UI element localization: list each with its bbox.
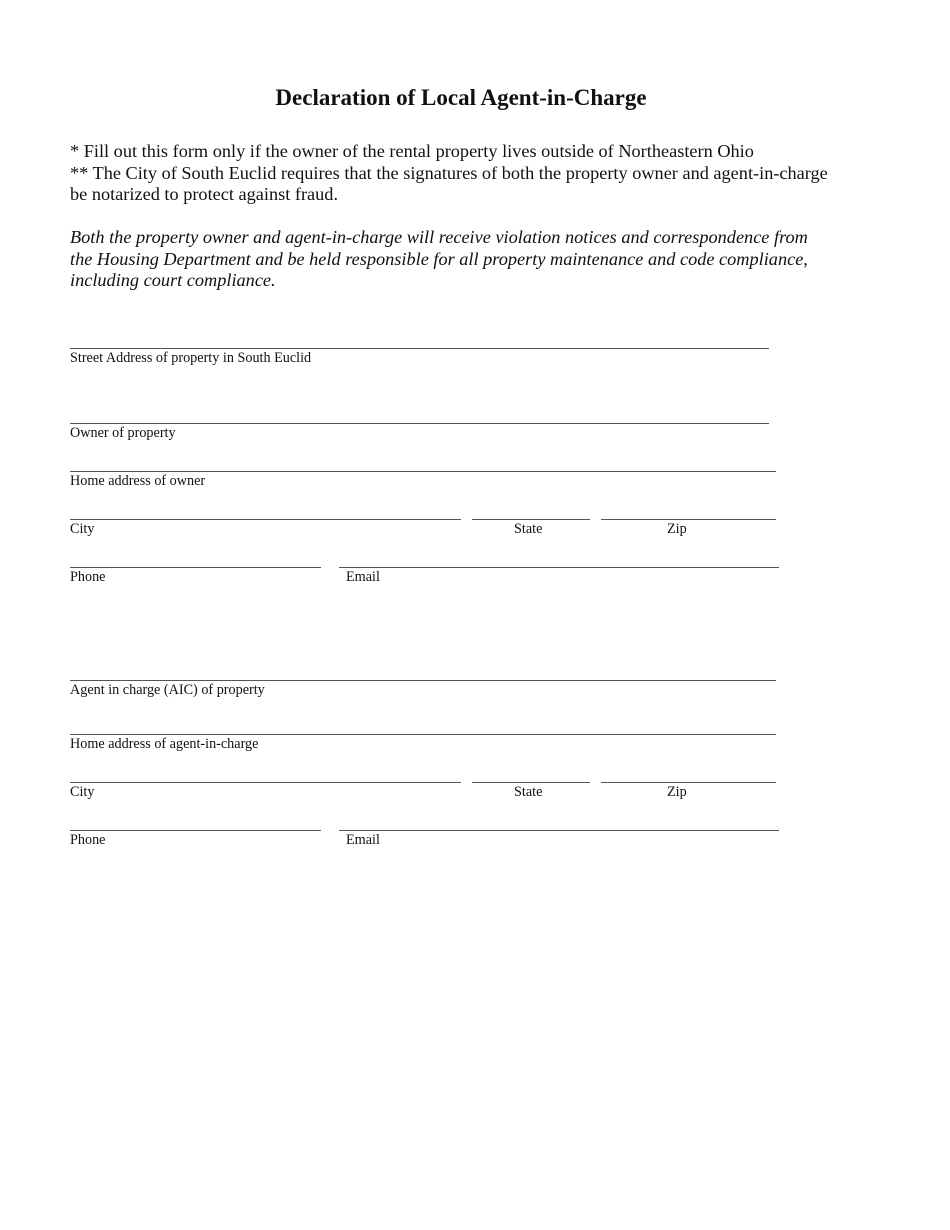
owner-of-property-label: Owner of property xyxy=(70,425,176,441)
owner-email-label: Email xyxy=(346,569,380,585)
owner-home-address-field[interactable] xyxy=(70,471,776,472)
agent-zip-label: Zip xyxy=(667,784,687,800)
owner-zip-label: Zip xyxy=(667,521,687,537)
note-line-3: be notarized to protect against fraud. xyxy=(70,184,339,204)
owner-phone-field[interactable] xyxy=(70,567,321,568)
owner-state-field[interactable] xyxy=(472,519,590,520)
owner-email-field[interactable] xyxy=(339,567,779,568)
disclaimer-line-1: Both the property owner and agent-in-charge will receive violation notices and correspondence from xyxy=(70,227,808,247)
agent-home-address-field[interactable] xyxy=(70,734,776,735)
agent-home-address-label: Home address of agent-in-charge xyxy=(70,736,259,752)
agent-email-field[interactable] xyxy=(339,830,779,831)
disclaimer-line-2: the Housing Department and be held responsible for all property maintenance and code compliance, xyxy=(70,248,808,269)
agent-phone-field[interactable] xyxy=(70,830,321,831)
agent-state-field[interactable] xyxy=(472,782,590,783)
agent-in-charge-label: Agent in charge (AIC) of property xyxy=(70,682,265,698)
owner-phone-label: Phone xyxy=(70,569,106,585)
agent-email-label: Email xyxy=(346,832,380,848)
agent-zip-field[interactable] xyxy=(601,782,776,783)
owner-home-address-label: Home address of owner xyxy=(70,473,206,489)
agent-state-label: State xyxy=(514,784,543,800)
agent-city-field[interactable] xyxy=(70,782,461,783)
note-line-1: * Fill out this form only if the owner of the rental property lives outside of Northeastern Ohio xyxy=(70,141,754,161)
owner-city-label: City xyxy=(70,521,95,537)
street-address-label: Street Address of property in South Euclid xyxy=(70,350,312,366)
agent-in-charge-field[interactable] xyxy=(70,680,776,681)
owner-city-field[interactable] xyxy=(70,519,461,520)
street-address-field[interactable] xyxy=(70,348,769,349)
page-title: Declaration of Local Agent-in-Charge xyxy=(275,85,647,110)
note-line-2: ** The City of South Euclid requires that the signatures of both the property owner and agent-in-charge xyxy=(70,162,828,183)
owner-zip-field[interactable] xyxy=(601,519,776,520)
agent-city-label: City xyxy=(70,784,95,800)
agent-phone-label: Phone xyxy=(70,832,106,848)
owner-of-property-field[interactable] xyxy=(70,423,769,424)
owner-state-label: State xyxy=(514,521,543,537)
disclaimer-line-3: including court compliance. xyxy=(70,270,276,290)
